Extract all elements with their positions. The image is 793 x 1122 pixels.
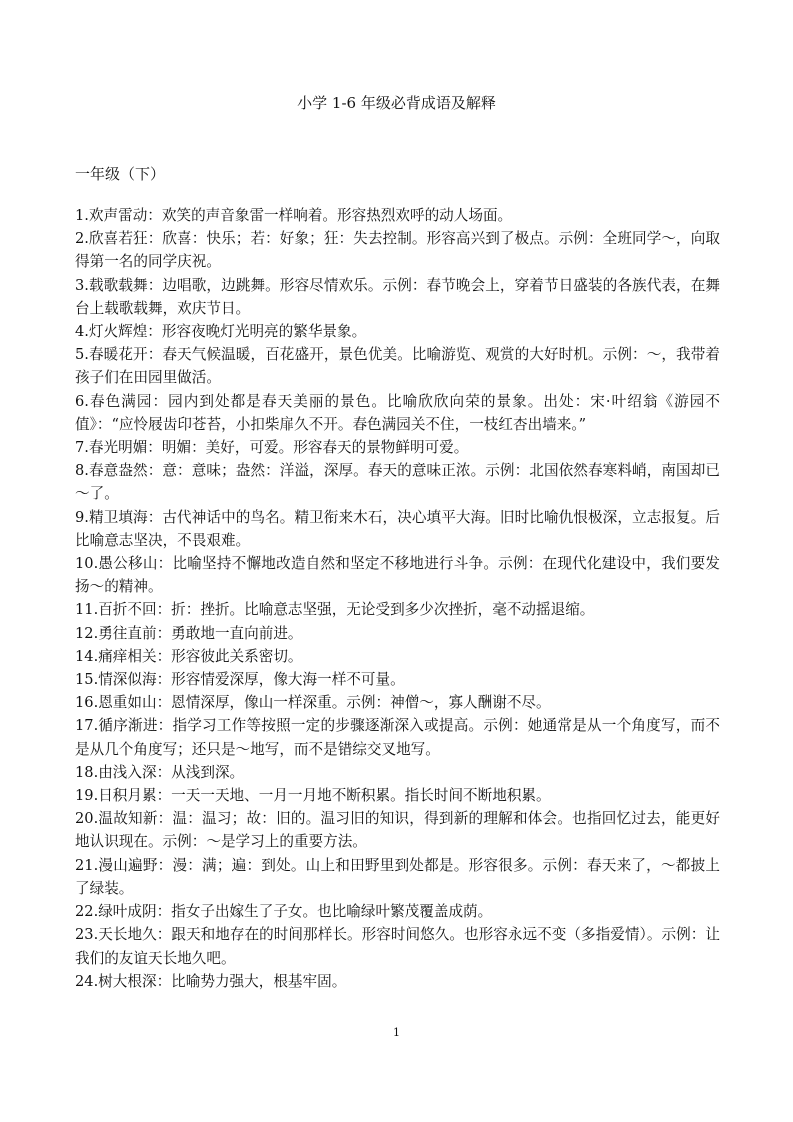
idiom-entry: 6.春色满园：园内到处都是春天美丽的景色。比喻欣欣向荣的景象。出处：宋·叶绍翁《游园不值》：“应怜屐齿印苍苔，小扣柴扉久不开。春色满园关不住，一枝红杏出墙来。” [75,392,720,433]
idiom-entry: 4.灯火辉煌：形容夜晚灯光明亮的繁华景象。 [75,323,367,341]
idiom-entry: 2.欣喜若狂：欣喜：快乐；若：好象；狂：失去控制。形容高兴到了极点。示例：全班同学～，向取得第一名的同学庆祝。 [75,230,720,271]
idiom-entry: 18.由浅入深：从浅到深。 [75,763,245,781]
document-title: 小学 1-6 年级必背成语及解释 [297,94,496,112]
idiom-entry: 23.天长地久：跟天和地存在的时间那样长。形容时间悠久。也形容永远不变（多指爱情）。示例：让我们的友谊天长地久吧。 [75,926,720,967]
idiom-entry: 20.温故知新：温：温习；故：旧的。温习旧的知识，得到新的理解和体会。也指回忆过去，能更好地认识现在。示例：～是学习上的重要方法。 [75,810,720,851]
idiom-entry: 1.欢声雷动：欢笑的声音象雷一样响着。形容热烈欢呼的动人场面。 [75,207,513,224]
idiom-entry: 15.情深似海：形容情爱深厚，像大海一样不可量。 [75,671,405,689]
idiom-entry: 11.百折不回：折：挫折。比喻意志坚强，无论受到多少次挫折，毫不动摇退缩。 [75,601,595,619]
page-number: 1 [393,1026,400,1039]
idiom-entry: 24.树大根深：比喻势力强大，根基牢固。 [75,972,347,990]
idiom-entry: 8.春意盎然：意：意味；盎然：洋溢，深厚。春天的意味正浓。示例：北国依然春寒料峭，南国却已～了。 [75,462,720,503]
idiom-entry: 14.痛痒相关：形容彼此关系密切。 [75,647,303,665]
idiom-entry: 17.循序渐进：指学习工作等按照一定的步骤逐渐深入或提高。示例：她通常是从一个角度写，而不是从几个角度写；还只是～地写，而不是错综交叉地写。 [75,717,720,758]
section-heading: 一年级（下） [75,165,166,183]
idiom-entry: 9.精卫填海：古代神话中的鸟名。精卫衔来木石，决心填平大海。旧时比喻仇恨极深，立志报复。后比喻意志坚决，不畏艰难。 [75,508,720,549]
idiom-entry: 22.绿叶成阴：指女子出嫁生了子女。也比喻绿叶繁茂覆盖成荫。 [75,903,493,921]
idiom-entry: 7.春光明媚：明媚：美好，可爱。形容春天的景物鲜明可爱。 [75,439,469,457]
idiom-entry: 5.春暖花开：春天气候温暖，百花盛开，景色优美。比喻游览、观赏的大好时机。示例：～，我带着孩子们在田园里做活。 [75,346,720,387]
idiom-entry: 12.勇往直前：勇敢地一直向前进。 [75,624,303,642]
idiom-entry: 3.载歌载舞：边唱歌，边跳舞。形容尽情欢乐。示例：春节晚会上，穿着节日盛装的各族代表，在舞台上载歌载舞，欢庆节日。 [75,276,720,317]
idiom-list [75,204,720,993]
idiom-entry: 21.漫山遍野：漫：满；遍：到处。山上和田野里到处都是。形容很多。示例：春天来了，～都披上了绿装。 [75,856,720,897]
idiom-entry: 10.愚公移山：比喻坚持不懈地改造自然和坚定不移地进行斗争。示例：在现代化建设中，我们要发扬～的精神。 [75,555,720,596]
idiom-entry: 16.恩重如山：恩情深厚，像山一样深重。示例：神僧～，寡人酬谢不尽。 [75,694,551,712]
idiom-entry: 19.日积月累：一天一天地、一月一月地不断积累。指长时间不断地积累。 [75,787,551,805]
